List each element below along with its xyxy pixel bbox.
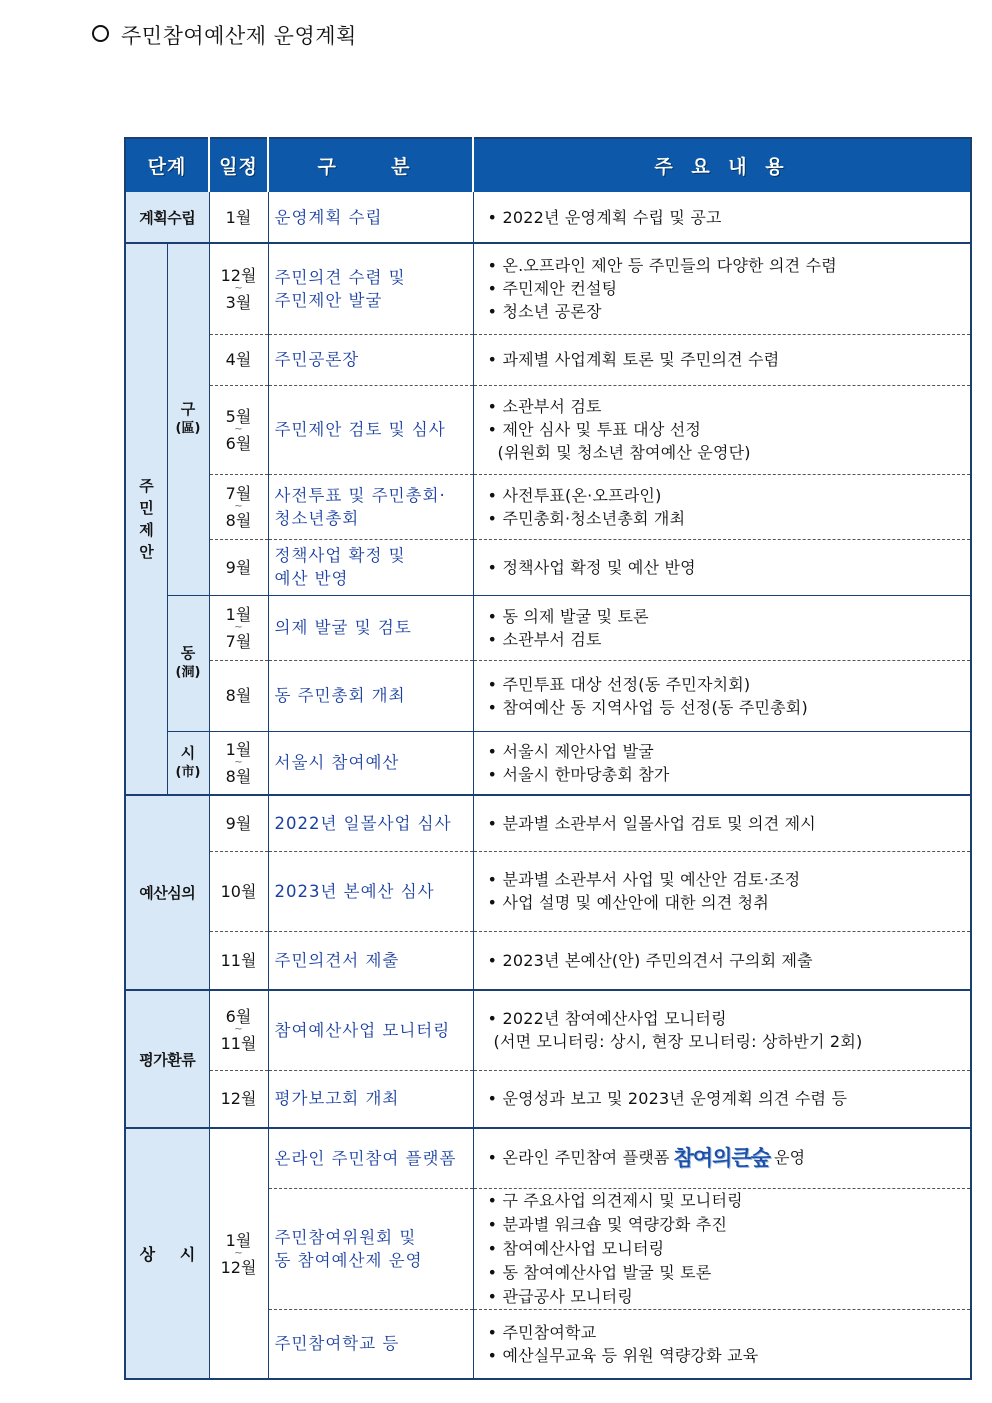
category: 주민공론장 [268,334,473,385]
header-schedule: 일정 [209,138,268,192]
brand-logo: 참여의큰숲 [673,1146,771,1171]
month: 7월 ~ 8월 [209,474,268,539]
month: 8월 [209,660,268,731]
table-row [125,795,971,851]
page-title: 주민참여예산제 운영계획 [92,20,357,50]
month: 12월 ~ 3월 [209,243,268,334]
content: • 2022년 참여예산사업 모니터링 (서면 모니터링: 상시, 현장 모니터링: 상하반기 2회) [473,990,971,1070]
sub-stage-dong: 동 (洞) [167,595,209,731]
month: 5월 ~ 6월 [209,385,268,474]
stage-resident-proposal: 주 민 제 안 [125,243,167,795]
category: 운영계획 수립 [268,192,473,243]
month: 4월 [209,334,268,385]
header-stage: 단계 [125,138,209,192]
category: 동 주민총회 개최 [268,660,473,731]
table-row [125,731,971,795]
table-row [125,990,971,1070]
circle-bullet-icon [92,25,109,42]
header-content: 주 요 내 용 [473,138,971,192]
content: • 주민참여학교 • 예산실무교육 등 위원 역량강화 교육 [487,1322,759,1365]
table-row [125,851,971,931]
table-row [125,334,971,385]
table-row [125,1128,971,1188]
budget-plan-table [124,137,972,1380]
month: 9월 [209,539,268,595]
content: • 온라인 주민참여 플랫폼 참여의큰숲 운영 [473,1128,971,1188]
table-row [125,385,971,474]
table-row [125,192,971,243]
category: 참여예산사업 모니터링 [268,990,473,1070]
month: 1월 ~ 7월 [209,595,268,660]
category: 주민참여위원회 및 동 참여예산제 운영 [268,1188,473,1309]
content: • 운영성과 보고 및 2023년 운영계획 의견 수렴 등 [473,1070,971,1128]
content: • 온.오프라인 제안 등 주민들의 다양한 의견 수렴 • 주민제안 컨설팅 • 청소년 공론장 [473,243,971,334]
content: • 동 의제 발굴 및 토론 • 소관부서 검토 [473,595,971,660]
content: • 구 주요사업 의견제시 및 모니터링 • 분과별 워크숍 및 역량강화 추진 • 참여예산사업 모니터링 • 동 참여예산사업 발굴 및 토론 • 관급공사 모니터링 [473,1188,971,1309]
category: 온라인 주민참여 플랫폼 [268,1128,473,1188]
content: • 과제별 사업계획 토론 및 주민의견 수렴 [473,334,971,385]
content: • 소관부서 검토 • 제안 심사 및 투표 대상 선정 (위원회 및 청소년 참여예산 운영단) [473,385,971,474]
content: • 주민투표 대상 선정(동 주민자치회) • 참여예산 동 지역사업 등 선정(동 주민총회) [473,660,971,731]
category: 주민제안 검토 및 심사 [268,385,473,474]
month: 6월 ~ 11월 [209,990,268,1070]
category: 주민의견서 제출 [268,931,473,990]
month: 1월 ~ 8월 [209,731,268,795]
table-row [125,1070,971,1128]
content: • 2023년 본예산(안) 주민의견서 구의회 제출 [473,931,971,990]
category: 사전투표 및 주민총회· 청소년총회 [268,474,473,539]
category: 서울시 참여예산 [268,731,473,795]
table-row [125,474,971,539]
month: 11월 [209,931,268,990]
table-row [125,539,971,595]
month: 1월 [209,192,268,243]
sub-stage-si: 시 (市) [167,731,209,795]
sub-stage-gu: 구 (區) [167,243,209,595]
stage-evaluation: 평가환류 [125,990,209,1128]
table-header [125,138,971,192]
category: 2022년 일몰사업 심사 [268,795,473,851]
category: 정책사업 확정 및 예산 반영 [268,539,473,595]
header-category: 구 분 [268,138,473,192]
stage-budget-review: 예산심의 [125,795,209,990]
content: • 사전투표(온·오프라인) • 주민총회·청소년총회 개최 [473,474,971,539]
table-row [125,660,971,731]
category: 주민의견 수렴 및 주민제안 발굴 [268,243,473,334]
content: • 서울시 제안사업 발굴 • 서울시 한마당총회 참가 [473,731,971,795]
content: • 정책사업 확정 및 예산 반영 [473,539,971,595]
table-row [125,595,971,660]
month: 9월 [209,795,268,851]
category: 주민참여학교 등 [268,1309,473,1379]
stage-always: 상 시 [125,1128,209,1379]
month: 1월 ~ 12월 [209,1128,268,1379]
content: • 분과별 소관부서 일몰사업 검토 및 의견 제시 [473,795,971,851]
content: • 분과별 소관부서 사업 및 예산안 검토·조정 • 사업 설명 및 예산안에 대한 의견 청취 [473,851,971,931]
stage-planning: 계획수립 [125,192,209,243]
month: 12월 [209,1070,268,1128]
table-row [125,243,971,334]
category: 평가보고회 개최 [268,1070,473,1128]
month: 10월 [209,851,268,931]
category: 의제 발굴 및 검토 [268,595,473,660]
content: • 2022년 운영계획 수립 및 공고 [473,192,971,243]
table-row [125,931,971,990]
category: 2023년 본예산 심사 [268,851,473,931]
